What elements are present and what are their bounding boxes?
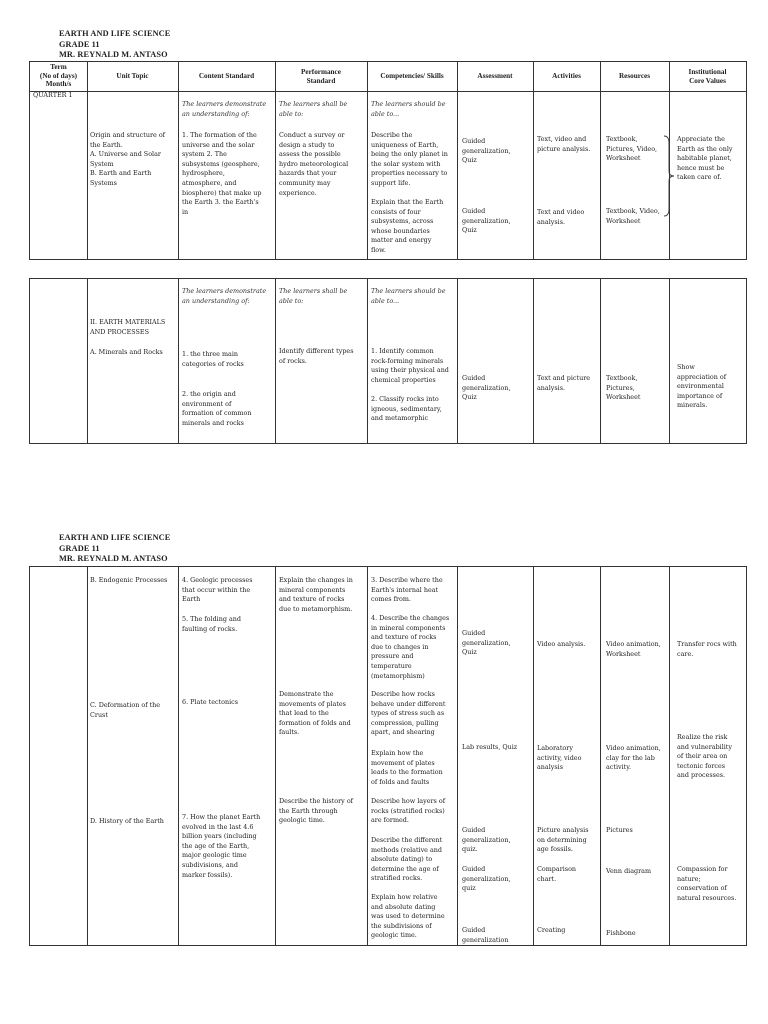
subject-title: EARTH AND LIFE SCIENCE (59, 29, 171, 38)
content-standard-1: 1. the three main categories of rocks (182, 350, 244, 368)
content-standard-2: 2. the origin and environment of formation of common minerals and rocks (182, 390, 252, 427)
assessment-2: Guided generalization, Quiz (462, 207, 511, 235)
curly-brace (663, 135, 675, 217)
resources-history-3: Fishbone (606, 929, 636, 937)
document-header-page-2 (59, 533, 170, 565)
teacher-name: MR. REYNALD M. ANTASO (59, 554, 168, 563)
activity-history-3: Creating (537, 926, 566, 934)
topic-deformation: C. Deformation of the Crust (90, 701, 161, 719)
competency-relative-absolute: Explain how relative and absolute dating was used to determine the subdivisions of geologic time. (371, 893, 445, 940)
col-header-performance-standard: Performance Standard (301, 68, 341, 85)
competency-layers: Describe how layers of rocks (stratified rocks) are formed. (371, 797, 446, 825)
competency-stress: Describe how rocks behave under different types of stress such as compression, pulling apart, and shearing (371, 690, 446, 737)
competency-3: 3. Describe where the Earth's internal heat comes from. (371, 576, 443, 604)
competencies-intro: The learners should be able to... (371, 100, 446, 118)
assessment-1: Guided generalization, Quiz (462, 137, 511, 165)
content-standard-intro: The learners demonstrate an understanding of: (182, 287, 267, 305)
values-endogenic: Transfer rocs with care. (677, 640, 737, 658)
activity-history-1: Picture analysis on determining age fossils. (537, 826, 589, 854)
curriculum-table-quarter-1 (29, 61, 747, 260)
col-header-assessment: Assessment (477, 72, 513, 80)
performance-history: Describe the history of the Earth through geologic time. (279, 797, 354, 825)
activity-history-2: Comparison chart. (537, 865, 577, 883)
activity-2: Text and video analysis. (537, 208, 585, 226)
values-history: Compassion for nature; conservation of natural resources. (677, 865, 737, 902)
resources-history-1: Pictures (606, 826, 633, 834)
competency-2: Explain that the Earth consists of four subsystems, across whose boundaries matter and energy flow. (371, 198, 444, 254)
resources-1: Textbook, Pictures, Video, Worksheet (606, 135, 658, 163)
competencies-intro: The learners should be able to... (371, 287, 446, 305)
performance-standard-intro: The learners shall be able to: (279, 100, 348, 118)
activity-1: Text, video and picture analysis. (537, 135, 591, 153)
content-earth-evolution: 7. How the planet Earth evolved in the last 4.6 billion years (including the age of the Earth, major geologic time subdivisions, and marker fossils). (182, 813, 261, 879)
grade-level: GRADE 11 (59, 39, 100, 49)
performance-standard-intro: The learners shall be able to: (279, 287, 348, 305)
col-header-resources: Resources (618, 72, 650, 80)
competency-1: 1. Identify common rock-forming minerals using their physical and chemical properties (371, 347, 449, 384)
competency-2: 2. Classify rocks into igneous, sedimentary, and metamorphic (371, 395, 442, 423)
performance-metamorphism: Explain the changes in mineral components and texture of rocks due to metamorphism. (279, 576, 353, 613)
unit-topic: A. Minerals and Rocks (90, 348, 163, 356)
performance-standard: Identify different types of rocks. (279, 347, 354, 365)
activity-deformation: Laboratory activity, video analysis (537, 744, 582, 772)
content-standard-intro: The learners demonstrate an understanding of: (182, 100, 267, 118)
col-header-unit-topic: Unit Topic (116, 72, 149, 80)
resources-endogenic: Video animation, Worksheet (606, 640, 661, 658)
performance-plates: Demonstrate the movements of plates that lead to the formation of folds and faults. (279, 690, 351, 737)
assessment-endogenic: Guided generalization, Quiz (462, 629, 511, 657)
resources-deformation: Video animation, clay for the lab activity. (606, 744, 661, 772)
teacher-name: MR. REYNALD M. ANTASO (59, 50, 168, 59)
competency-folds-faults: Explain how the movement of plates leads to the formation of folds and faults (371, 749, 443, 786)
assessment: Guided generalization, Quiz (462, 374, 511, 402)
assessment-history-3: Guided generalization (462, 926, 509, 944)
values-deformation: Realize the risk and vulnerability of their area on tectonic forces and processes. (677, 733, 732, 780)
topic-history: D. History of the Earth (90, 817, 164, 825)
unit-heading: II. EARTH MATERIALS AND PROCESSES (90, 318, 166, 336)
topic-endogenic: B. Endogenic Processes (90, 576, 168, 584)
assessment-history-2: Guided generalization, quiz (462, 865, 511, 893)
col-header-core-values: Institutional Core Values (688, 68, 727, 85)
content-standard: 1. The formation of the universe and the solar system 2. The subsystems (geosphere, hydrosphere, atmosphere, and biosphere) that make up the Earth 3. the Earth's in (182, 131, 262, 216)
subject-title: EARTH AND LIFE SCIENCE (59, 533, 171, 542)
resources-history-2: Venn diagram (606, 867, 652, 875)
unit-topic: Origin and structure of the Earth. A. Universe and Solar System B. Earth and Earth Systems (90, 131, 166, 187)
quarter-label: QUARTER 1 (33, 91, 73, 99)
resources: Textbook, Pictures, Worksheet (606, 374, 641, 402)
content-plate-tectonics: 6. Plate tectonics (182, 698, 239, 706)
performance-standard: Conduct a survey or design a study to assess the possible hydro meteorological hazards that your community may experience. (279, 131, 349, 197)
competency-4: 4. Describe the changes in mineral components and texture of rocks due to changes in pressure and temperature (metamorphism) (371, 614, 450, 680)
assessment-history-1: Guided generalization, quiz. (462, 826, 511, 854)
competency-dating-methods: Describe the different methods (relative and absolute dating) to determine the age of stratified rocks. (371, 836, 443, 883)
col-header-activities: Activities (552, 72, 581, 80)
document-header (59, 29, 170, 61)
core-values: Appreciate the Earth as the only habitable planet, hence must be taken care of. (677, 135, 733, 182)
assessment-deformation: Lab results, Quiz (462, 743, 518, 751)
col-header-competencies: Competencies/ Skills (380, 72, 444, 80)
content-folding-faulting: 5. The folding and faulting of rocks. (182, 615, 241, 633)
core-values: Show appreciation of environmental importance of minerals. (677, 363, 727, 410)
grade-level: GRADE 11 (59, 543, 100, 553)
content-geologic-processes: 4. Geologic processes that occur within the Earth (182, 576, 253, 604)
competency-1: Describe the uniqueness of Earth, being the only planet in the solar system with properties necessary to support life. (371, 131, 448, 187)
curriculum-table-processes (29, 566, 747, 946)
col-header-term: Term (No of days) Month/s (39, 63, 78, 89)
activity: Text and picture analysis. (537, 374, 591, 392)
resources-2: Textbook, Video, Worksheet (606, 207, 660, 225)
activity-endogenic: Video analysis. (537, 640, 586, 648)
curriculum-table-earth-materials (29, 278, 747, 444)
col-header-content-standard: Content Standard (198, 72, 255, 80)
